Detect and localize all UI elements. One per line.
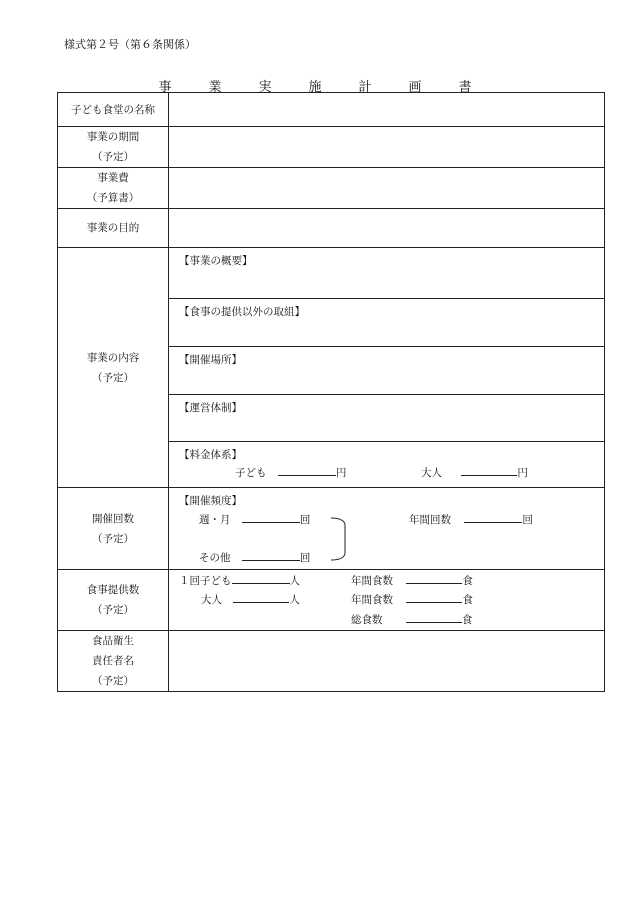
- content-field: [169, 248, 605, 488]
- annual-meals-adult-blank[interactable]: [406, 592, 462, 603]
- name-field[interactable]: [169, 93, 605, 127]
- document-title: 事 業 実 施 計 画 書: [158, 80, 484, 95]
- annual-count: 年間回数 回: [409, 514, 533, 526]
- cost-field[interactable]: [169, 168, 605, 209]
- hygiene-field[interactable]: [169, 631, 605, 692]
- meals-per-child: １回子ども 人: [179, 575, 300, 587]
- plan-form-table: [57, 92, 605, 692]
- fee-child: 子ども 円: [235, 467, 347, 479]
- meals-field: [169, 570, 605, 631]
- period-field[interactable]: [169, 127, 605, 168]
- frequency-field: [169, 488, 605, 570]
- place-section[interactable]: [169, 346, 604, 394]
- annual-meals-child: 年間食数 食: [351, 575, 473, 587]
- fee-child-blank[interactable]: [278, 465, 336, 476]
- overview-section[interactable]: [169, 248, 604, 298]
- per-child-blank[interactable]: [232, 573, 290, 584]
- annual-count-blank[interactable]: [464, 512, 522, 523]
- table-row: [58, 168, 605, 209]
- frequency-heading: 【開催頻度】: [179, 495, 242, 507]
- table-row: [58, 209, 605, 248]
- week-month-blank[interactable]: [242, 512, 300, 523]
- other-activities-heading: 【食事の提供以外の取組】: [179, 306, 305, 318]
- table-row: [58, 631, 605, 692]
- fee-section[interactable]: [169, 441, 604, 487]
- bracket-icon: [329, 516, 357, 562]
- total-meals-blank[interactable]: [406, 612, 462, 623]
- other-count-blank[interactable]: [242, 550, 300, 561]
- content-label: 事業の内容 （予定）: [58, 248, 169, 488]
- purpose-label: 事業の目的: [58, 209, 169, 248]
- other-activities-section[interactable]: [169, 298, 604, 346]
- other-count: その他 回: [199, 552, 311, 564]
- per-adult-blank[interactable]: [233, 592, 289, 603]
- operation-section[interactable]: [169, 394, 604, 441]
- period-label: 事業の期間 （予定）: [58, 127, 169, 168]
- name-label: 子ども食堂の名称: [58, 93, 169, 127]
- form-number: 様式第２号（第６条関係）: [64, 38, 196, 51]
- fee-adult: 大人 円: [421, 467, 528, 479]
- meals-label: 食事提供数 （予定）: [58, 570, 169, 631]
- fee-adult-blank[interactable]: [461, 465, 517, 476]
- table-row: [58, 488, 605, 570]
- frequency-label: 開催回数 （予定）: [58, 488, 169, 570]
- hygiene-label: 食品衛生 責任者名 （予定）: [58, 631, 169, 692]
- annual-meals-adult: 年間食数 食: [351, 594, 473, 606]
- total-meals: 総食数 食: [351, 614, 473, 626]
- table-row: [58, 93, 605, 127]
- table-row: [58, 248, 605, 488]
- purpose-field[interactable]: [169, 209, 605, 248]
- meals-per-adult: 大人 人: [201, 594, 300, 606]
- place-heading: 【開催場所】: [179, 354, 242, 366]
- table-row: [58, 570, 605, 631]
- overview-heading: 【事業の概要】: [179, 255, 253, 267]
- fee-heading: 【料金体系】: [179, 449, 242, 461]
- cost-label: 事業費 （予算書）: [58, 168, 169, 209]
- table-row: [58, 127, 605, 168]
- annual-meals-child-blank[interactable]: [406, 573, 462, 584]
- week-month-count: 週・月 回: [199, 514, 311, 526]
- operation-heading: 【運営体制】: [179, 402, 242, 414]
